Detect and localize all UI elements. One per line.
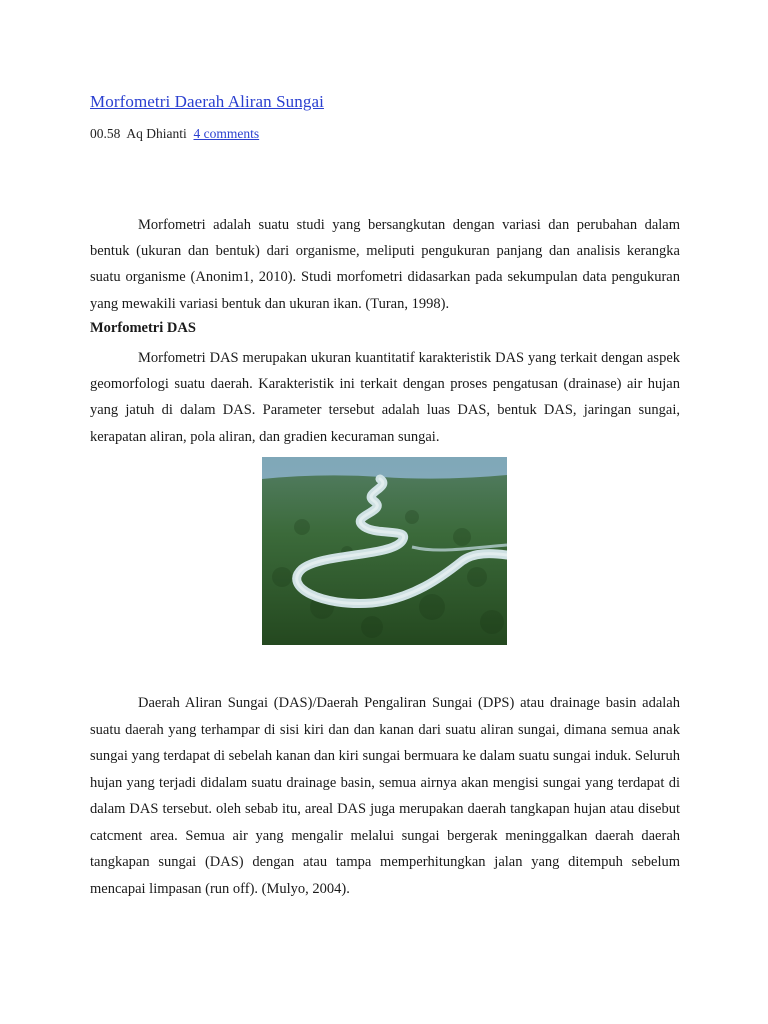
paragraph-morfometri-das: Morfometri DAS merupakan ukuran kuantitatif karakteristik DAS yang terkait dengan aspek geomorfologi suatu daerah. Karakteristik ini terkait dengan proses pengatusan (drainase) air hujan yang jatuh di dalam DAS. Parameter tersebut adalah luas DAS, bentuk DAS, jaringan sungai, kerapatan aliran, pola aliran, dan gradien kecuraman sungai. bbox=[90, 350, 680, 445]
post-meta bbox=[90, 126, 259, 142]
river-photo-illustration bbox=[262, 457, 507, 645]
paragraph-intro: Morfometri adalah suatu studi yang bersangkutan dengan variasi dan perubahan dalam bentuk (ukuran dan bentuk) dari organisme, meliputi pengukuran panjang dan analisis kerangka suatu organisme (Anonim1, 2010). Studi morfometri didasarkan pada sekumpulan data pengukuran yang mewakili variasi bentuk dan ukuran ikan. (Turan, 1998). bbox=[90, 217, 680, 312]
post-time: 00.58 bbox=[90, 126, 121, 141]
river-aerial-photo bbox=[262, 457, 507, 645]
paragraph-das-definition: Daerah Aliran Sungai (DAS)/Daerah Pengaliran Sungai (DPS) atau drainage basin adalah suatu daerah yang terhampar di sisi kiri dan dan kanan dari suatu aliran sungai, dimana semua anak sungai yang terdapat di sebelah kanan dan kiri sungai bermuara ke dalam suatu sungai induk. Seluruh hujan yang terjadi didalam suatu drainage basin, semua airnya akan mengisi sungai yang terdapat di dalam DAS tersebut. oleh sebab itu, areal DAS juga merupakan daerah tangkapan hujan atau disebut catcment area. Semua air yang mengalir melalui sungai bergerak meninggalkan daerah daerah tangkapan sungai (DAS) dengan atau tampa memperhitungkan jalan yang ditempuh sebelum mencapai limpasan (run off). (Mulyo, 2004). bbox=[90, 695, 680, 897]
comments-link[interactable]: 4 comments bbox=[193, 126, 260, 141]
post-title[interactable]: Morfometri Daerah Aliran Sungai bbox=[90, 92, 324, 111]
section-heading-morfometri-das: Morfometri DAS bbox=[90, 320, 196, 336]
post-author: Aq Dhianti bbox=[126, 126, 187, 141]
